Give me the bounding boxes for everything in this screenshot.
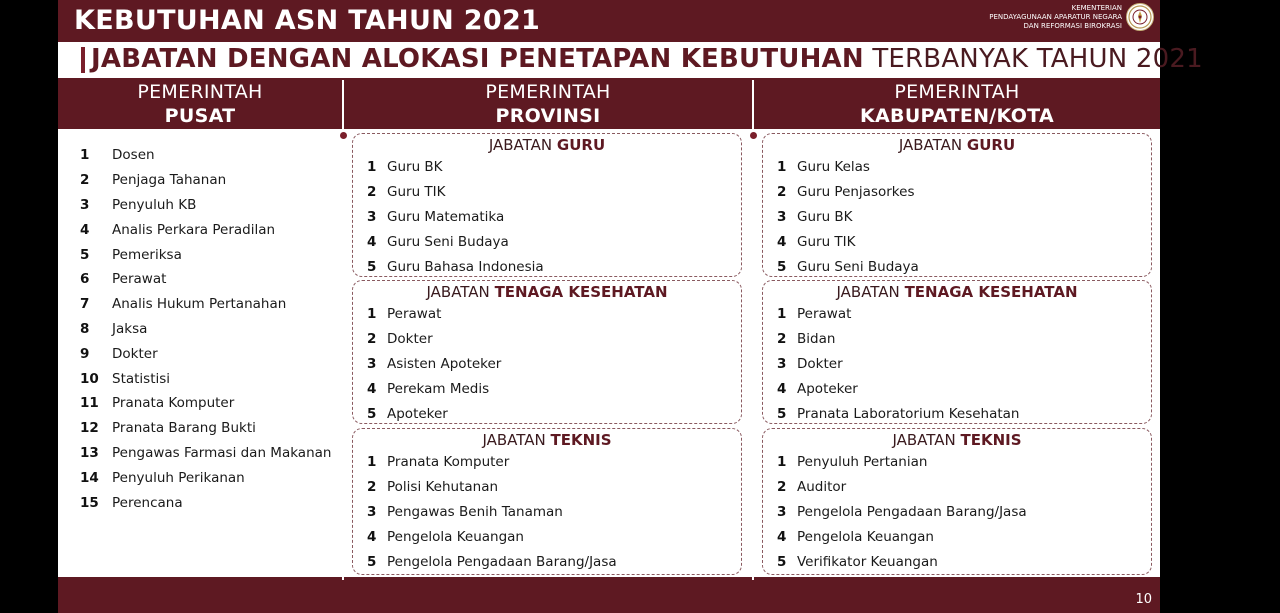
list-item [80, 193, 331, 218]
list-item [777, 205, 1151, 230]
item-label: Penyuluh KB [112, 196, 197, 213]
item-number: 3 [777, 355, 787, 372]
provinsi-teknis-box [352, 428, 742, 575]
list-item [80, 465, 331, 490]
list-item [367, 205, 741, 230]
box-title [353, 430, 741, 450]
list-item [367, 376, 741, 401]
item-label: Perawat [387, 306, 442, 323]
item-label: Penyuluh Perikanan [112, 469, 245, 486]
item-label: Pengawas Farmasi dan Makanan [112, 444, 332, 461]
list-item [367, 450, 741, 475]
list-item [367, 475, 741, 500]
item-number: 2 [777, 331, 787, 348]
item-number: 2 [367, 331, 377, 348]
kabkota-kesehatan-box [762, 280, 1152, 424]
list-item [80, 168, 331, 193]
item-number: 5 [367, 258, 377, 275]
item-number: 4 [80, 221, 90, 238]
item-number: 15 [80, 494, 99, 511]
box-title [763, 430, 1151, 450]
item-number: 2 [777, 184, 787, 201]
box-title-name: TENAGA KESEHATAN [494, 283, 668, 301]
item-label: Guru Penjasorkes [797, 184, 915, 201]
item-label: Perawat [797, 306, 852, 323]
subtitle-bold: JABATAN DENGAN ALOKASI PENETAPAN KEBUTUHAN [91, 44, 864, 74]
item-number: 5 [367, 405, 377, 422]
list-item [777, 254, 1151, 279]
column-header-line2: PROVINSI [495, 105, 601, 127]
column-header-provinsi [344, 80, 752, 129]
list-item [777, 352, 1151, 377]
box-title-prefix: JABATAN [488, 136, 553, 154]
box-title [763, 282, 1151, 302]
list-item [367, 500, 741, 525]
item-number: 7 [80, 296, 90, 313]
box-title-prefix: JABATAN [482, 431, 546, 449]
item-label: Guru BK [797, 208, 853, 225]
item-label: Dokter [112, 345, 158, 362]
list-item [777, 524, 1151, 549]
page-title: KEBUTUHAN ASN TAHUN 2021 [74, 5, 541, 36]
item-number: 4 [367, 233, 377, 250]
item-number: 1 [777, 454, 787, 471]
item-label: Guru TIK [387, 184, 446, 201]
item-number: 1 [367, 454, 377, 471]
list-item [777, 229, 1151, 254]
column-header-kabkota [754, 80, 1160, 129]
list-item [777, 475, 1151, 500]
list-item [80, 267, 331, 292]
item-label: Perencana [112, 494, 183, 511]
list-item [367, 524, 741, 549]
box-title-name: GURU [966, 136, 1016, 154]
column-header-line2: KABUPATEN/KOTA [860, 105, 1054, 127]
list-item [777, 302, 1151, 327]
list-item [80, 391, 331, 416]
item-number: 1 [80, 147, 90, 164]
list-item [80, 317, 331, 342]
item-number: 4 [777, 233, 787, 250]
item-number: 10 [80, 370, 99, 387]
provinsi-kesehatan-list [353, 302, 741, 426]
box-title [353, 282, 741, 302]
item-label: Perawat [112, 271, 167, 288]
item-label: Pengelola Pengadaan Barang/Jasa [797, 503, 1027, 520]
panel-provinsi [344, 129, 752, 577]
item-number: 1 [777, 159, 787, 176]
item-number: 12 [80, 420, 99, 437]
item-number: 9 [80, 345, 90, 362]
item-label: Guru Bahasa Indonesia [387, 258, 544, 275]
item-number: 1 [367, 159, 377, 176]
list-item [777, 180, 1151, 205]
item-number: 11 [80, 395, 99, 412]
item-number: 5 [80, 246, 90, 263]
ministry-name [989, 4, 1122, 31]
item-label: Asisten Apoteker [387, 355, 502, 372]
list-item [80, 292, 331, 317]
list-item [777, 500, 1151, 525]
list-item [367, 254, 741, 279]
item-label: Penyuluh Pertanian [797, 454, 928, 471]
item-number: 3 [367, 208, 377, 225]
item-label: Guru Kelas [797, 159, 870, 176]
list-item [777, 401, 1151, 426]
list-item [777, 327, 1151, 352]
box-title [353, 135, 741, 155]
ministry-logo-icon [1126, 3, 1154, 31]
item-label: Guru Seni Budaya [797, 258, 919, 275]
list-item [367, 352, 741, 377]
list-item [80, 341, 331, 366]
box-title-name: TENAGA KESEHATAN [904, 283, 1078, 301]
kabkota-teknis-list [763, 450, 1151, 574]
list-item [80, 242, 331, 267]
list-item [777, 376, 1151, 401]
item-label: Apoteker [387, 405, 448, 422]
item-label: Apoteker [797, 380, 858, 397]
item-number: 3 [367, 355, 377, 372]
item-label: Guru TIK [797, 233, 856, 250]
item-label: Dokter [387, 331, 433, 348]
list-item [777, 450, 1151, 475]
panel-kabkota [754, 129, 1160, 577]
list-item [80, 143, 331, 168]
box-title [763, 135, 1151, 155]
box-title-name: TEKNIS [960, 431, 1022, 449]
item-label: Dosen [112, 147, 155, 164]
panel-pusat [58, 129, 342, 577]
column-header-line1: PEMERINTAH [894, 81, 1020, 103]
column-header-line1: PEMERINTAH [137, 81, 263, 103]
box-title-name: TEKNIS [550, 431, 612, 449]
provinsi-teknis-list [353, 450, 741, 574]
item-number: 4 [367, 380, 377, 397]
list-item [367, 549, 741, 574]
item-label: Jaksa [112, 320, 148, 337]
item-number: 3 [80, 196, 90, 213]
box-title-prefix: JABATAN [836, 283, 900, 301]
divider-dot [750, 132, 757, 139]
kabkota-teknis-box [762, 428, 1152, 575]
item-number: 3 [777, 208, 787, 225]
item-label: Verifikator Keuangan [797, 553, 938, 570]
kabkota-guru-list [763, 155, 1151, 279]
list-item [80, 366, 331, 391]
list-item [80, 217, 331, 242]
item-label: Analis Perkara Peradilan [112, 221, 276, 238]
item-number: 13 [80, 444, 99, 461]
column-header-pusat [58, 80, 342, 129]
item-number: 5 [777, 405, 787, 422]
column-header-line2: PUSAT [164, 105, 236, 127]
item-label: Pengawas Benih Tanaman [387, 503, 563, 520]
list-item [367, 180, 741, 205]
ministry-line-3: DAN REFORMASI BIROKRASI [1023, 22, 1122, 30]
list-item [777, 155, 1151, 180]
page-number: 10 [1135, 592, 1152, 607]
item-number: 1 [777, 306, 787, 323]
item-label: Pranata Komputer [387, 454, 510, 471]
item-number: 3 [777, 503, 787, 520]
item-label: Pengelola Pengadaan Barang/Jasa [387, 553, 617, 570]
subtitle-bar [58, 42, 1203, 78]
item-number: 2 [80, 172, 90, 189]
box-title-prefix: JABATAN [892, 431, 956, 449]
divider-dot [340, 132, 347, 139]
item-label: Polisi Kehutanan [387, 479, 499, 496]
item-label: Pengelola Keuangan [387, 528, 524, 545]
item-number: 5 [367, 553, 377, 570]
list-item [367, 327, 741, 352]
item-number: 5 [777, 553, 787, 570]
item-label: Statistisi [112, 370, 171, 387]
list-item [367, 302, 741, 327]
item-label: Pranata Laboratorium Kesehatan [797, 405, 1020, 422]
item-label: Guru BK [387, 159, 443, 176]
list-item [777, 549, 1151, 574]
box-title-name: GURU [556, 136, 606, 154]
item-number: 4 [777, 380, 787, 397]
list-item [80, 441, 331, 466]
item-label: Penjaga Tahanan [112, 172, 227, 189]
item-number: 14 [80, 469, 99, 486]
item-label: Analis Hukum Pertanahan [112, 296, 287, 313]
item-label: Guru Matematika [387, 208, 505, 225]
item-number: 4 [777, 528, 787, 545]
item-label: Pranata Komputer [112, 395, 235, 412]
ministry-line-2: PENDAYAGUNAAN APARATUR NEGARA [989, 13, 1122, 21]
item-number: 1 [367, 306, 377, 323]
item-number: 2 [777, 479, 787, 496]
column-header-line1: PEMERINTAH [485, 81, 611, 103]
item-label: Auditor [797, 479, 847, 496]
item-label: Dokter [797, 355, 843, 372]
kabkota-guru-box [762, 133, 1152, 277]
item-label: Bidan [797, 331, 836, 348]
item-number: 2 [367, 184, 377, 201]
ministry-line-1: KEMENTERIAN [1071, 4, 1122, 12]
kabkota-kesehatan-list [763, 302, 1151, 426]
item-label: Perekam Medis [387, 380, 490, 397]
list-item [367, 229, 741, 254]
list-item [367, 401, 741, 426]
item-number: 2 [367, 479, 377, 496]
box-title-prefix: JABATAN [426, 283, 490, 301]
item-label: Pranata Barang Bukti [112, 420, 256, 437]
item-label: Pemeriksa [112, 246, 182, 263]
item-number: 5 [777, 258, 787, 275]
item-number: 4 [367, 528, 377, 545]
list-item [367, 155, 741, 180]
provinsi-guru-box [352, 133, 742, 277]
item-number: 6 [80, 271, 90, 288]
item-number: 8 [80, 320, 90, 337]
provinsi-kesehatan-box [352, 280, 742, 424]
header-bar [58, 0, 1160, 42]
subtitle-light: TERBANYAK TAHUN 2021 [872, 44, 1203, 74]
slide [58, 0, 1203, 613]
box-title-prefix: JABATAN [898, 136, 963, 154]
item-number: 3 [367, 503, 377, 520]
list-item [80, 490, 331, 515]
provinsi-guru-list [353, 155, 741, 279]
item-label: Guru Seni Budaya [387, 233, 509, 250]
item-label: Pengelola Keuangan [797, 528, 934, 545]
list-item [80, 416, 331, 441]
pusat-list [80, 143, 331, 515]
subtitle [91, 44, 1203, 74]
subtitle-accent [81, 47, 85, 73]
